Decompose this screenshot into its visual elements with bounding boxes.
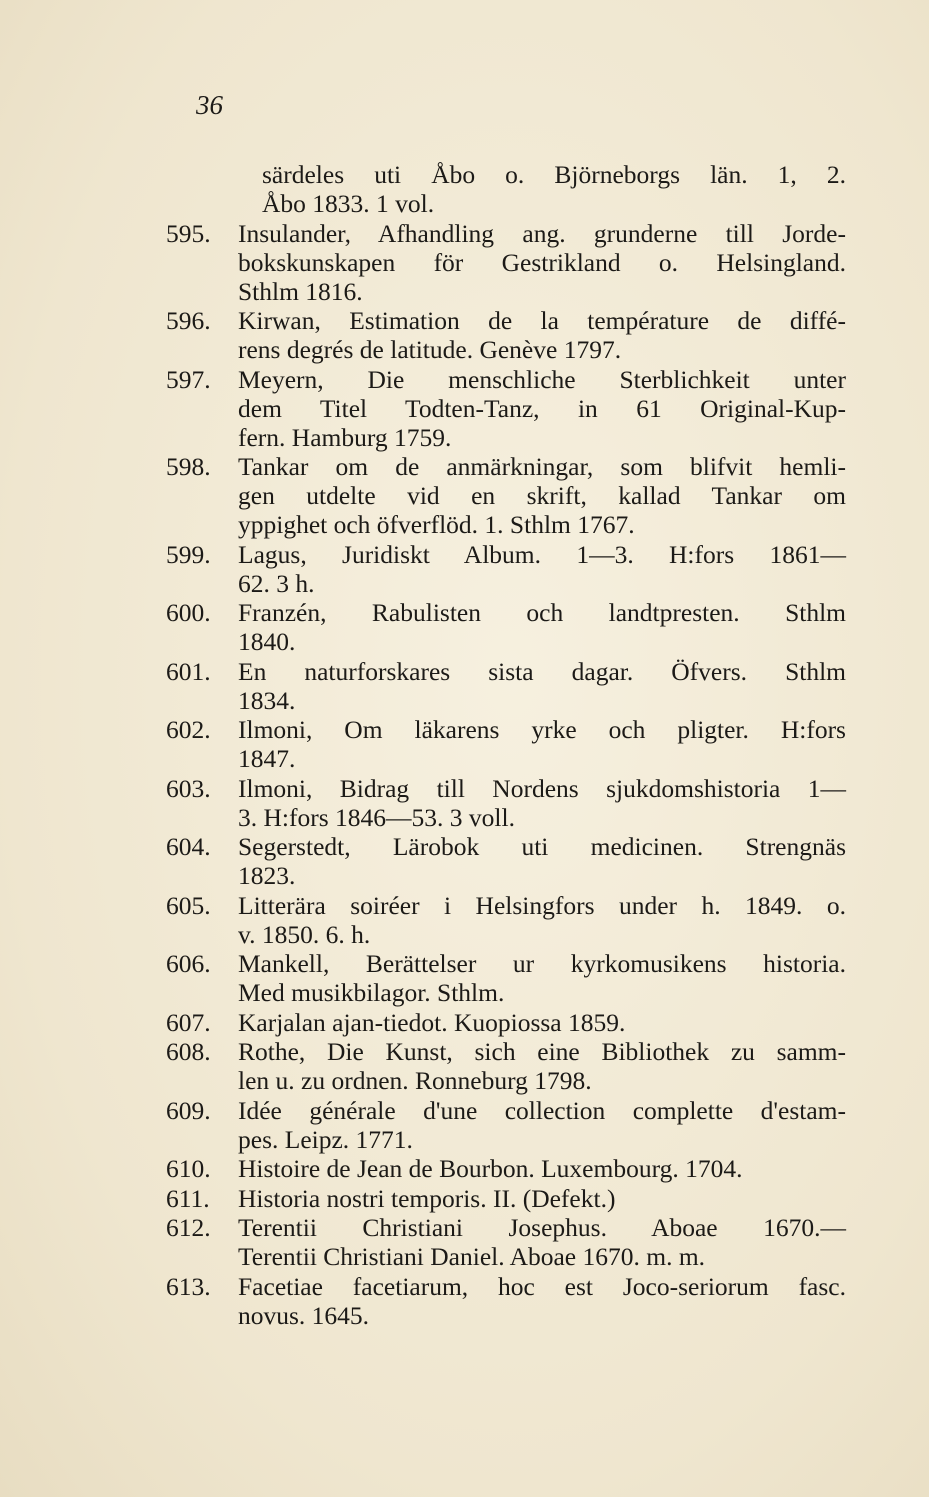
entry-number: 608. [166, 1037, 211, 1066]
entry-number: 595. [166, 218, 211, 248]
entry-line: Rothe, Die Kunst, sich eine Bibliothek zu samm- [238, 1037, 846, 1066]
entry-line: 1823. [238, 861, 296, 890]
entry-line: Åbo 1833. 1 vol. [262, 189, 435, 218]
catalog-entry [166, 1154, 846, 1183]
entry-line: gen utdelte vid en skrift, kallad Tankar om [238, 481, 846, 510]
entry-number: 601. [166, 656, 211, 686]
catalog-entry [166, 540, 846, 598]
catalog-entry [166, 1213, 846, 1271]
catalog-entry [166, 657, 846, 715]
catalog-entry [166, 1272, 846, 1330]
entry-line: Kirwan, Estimation de la température de diffé- [238, 306, 846, 335]
catalog-entry [166, 774, 846, 832]
entry-line: Facetiae facetiarum, hoc est Joco-seriorum fasc. [238, 1271, 846, 1301]
entry-number: 597. [166, 364, 211, 394]
entry-line: Med musikbilagor. Sthlm. [238, 978, 505, 1007]
entry-number: 613. [166, 1271, 211, 1301]
entry-line: 62. 3 h. [238, 568, 315, 598]
entry-line: Litterära soiréer i Helsingfors under h. 1849. o. [238, 890, 846, 920]
entry-line: bokskunskapen för Gestrikland o. Helsingland. [238, 247, 846, 277]
catalog-entry [166, 1096, 846, 1154]
catalog-entry [166, 219, 846, 306]
catalog-entry [166, 891, 846, 949]
entry-line: Franzén, Rabulisten och landtpresten. Sthlm [238, 598, 846, 627]
continuation-entry [166, 160, 846, 218]
entry-line: yppighet och öfverflöd. 1. Sthlm 1767. [238, 510, 635, 539]
entry-number: 600. [166, 598, 211, 627]
catalog-entry [166, 1037, 846, 1095]
entry-line: Historia nostri temporis. II. (Defekt.) [238, 1183, 616, 1213]
entry-line: pes. Leipz. 1771. [238, 1124, 413, 1154]
entry-number: 603. [166, 773, 211, 803]
entry-number: 599. [166, 539, 211, 569]
entry-number: 604. [166, 832, 211, 861]
entry-line: rens degrés de latitude. Genève 1797. [238, 335, 622, 364]
entry-line: Terentii Christiani Josephus. Aboae 1670.— [238, 1213, 846, 1242]
entry-line: Sthlm 1816. [238, 276, 363, 306]
entry-number: 612. [166, 1213, 211, 1242]
catalog-entry [166, 832, 846, 890]
entry-number: 610. [166, 1154, 211, 1183]
entry-line: Insulander, Afhandling ang. grunderne till Jorde- [238, 218, 846, 248]
entry-line: v. 1850. 6. h. [238, 919, 371, 949]
entry-line: 1840. [238, 627, 296, 656]
entry-number: 596. [166, 306, 211, 335]
entry-line: En naturforskares sista dagar. Öfvers. Sthlm [238, 656, 846, 686]
catalog-entry [166, 949, 846, 1007]
catalog-entry [166, 365, 846, 452]
entry-line: Ilmoni, Bidrag till Nordens sjukdomshistoria 1— [238, 773, 846, 803]
entry-line: 1847. [238, 744, 296, 773]
entry-line: Terentii Christiani Daniel. Aboae 1670. m. m. [238, 1242, 706, 1271]
entry-number: 602. [166, 715, 211, 744]
entry-line: len u. zu ordnen. Ronneburg 1798. [238, 1066, 592, 1095]
catalog-entry [166, 452, 846, 539]
entry-number: 607. [166, 1007, 211, 1037]
entry-line: 1834. [238, 685, 296, 715]
entry-line: Histoire de Jean de Bourbon. Luxembourg. 1704. [238, 1154, 743, 1183]
entry-line: Mankell, Berättelser ur kyrkomusikens historia. [238, 949, 846, 978]
entry-line: Karjalan ajan-tiedot. Kuopiossa 1859. [238, 1007, 626, 1037]
entry-line: särdeles uti Åbo o. Björneborgs län. 1, 2. [262, 160, 846, 189]
entry-number: 609. [166, 1095, 211, 1125]
entry-line: Meyern, Die menschliche Sterblichkeit unter [238, 364, 846, 394]
catalog-entry [166, 1008, 846, 1037]
entry-line: 3. H:fors 1846—53. 3 voll. [238, 802, 515, 832]
catalog-entry [166, 306, 846, 364]
entry-line: Tankar om de anmärkningar, som blifvit hemli- [238, 452, 846, 481]
entry-line: dem Titel Todten-Tanz, in 61 Original-Kup- [238, 393, 846, 423]
entry-line: Idée générale d'une collection complette d'estam- [238, 1095, 846, 1125]
entry-line: novus. 1645. [238, 1300, 370, 1330]
entry-line: Ilmoni, Om läkarens yrke och pligter. H:fors [238, 715, 846, 744]
entry-line: fern. Hamburg 1759. [238, 422, 452, 452]
entry-number: 598. [166, 452, 211, 481]
catalog-entry [166, 598, 846, 656]
entry-number: 605. [166, 890, 211, 920]
catalog-entry [166, 715, 846, 773]
entry-line: Segerstedt, Lärobok uti medicinen. Strengnäs [238, 832, 846, 861]
page-number: 36 [196, 90, 223, 120]
catalog-entry [166, 1184, 846, 1213]
entry-number: 611. [166, 1183, 210, 1213]
catalog-entries [166, 160, 846, 1330]
entry-line: Lagus, Juridiskt Album. 1—3. H:fors 1861— [238, 539, 846, 569]
entry-number: 606. [166, 949, 211, 978]
